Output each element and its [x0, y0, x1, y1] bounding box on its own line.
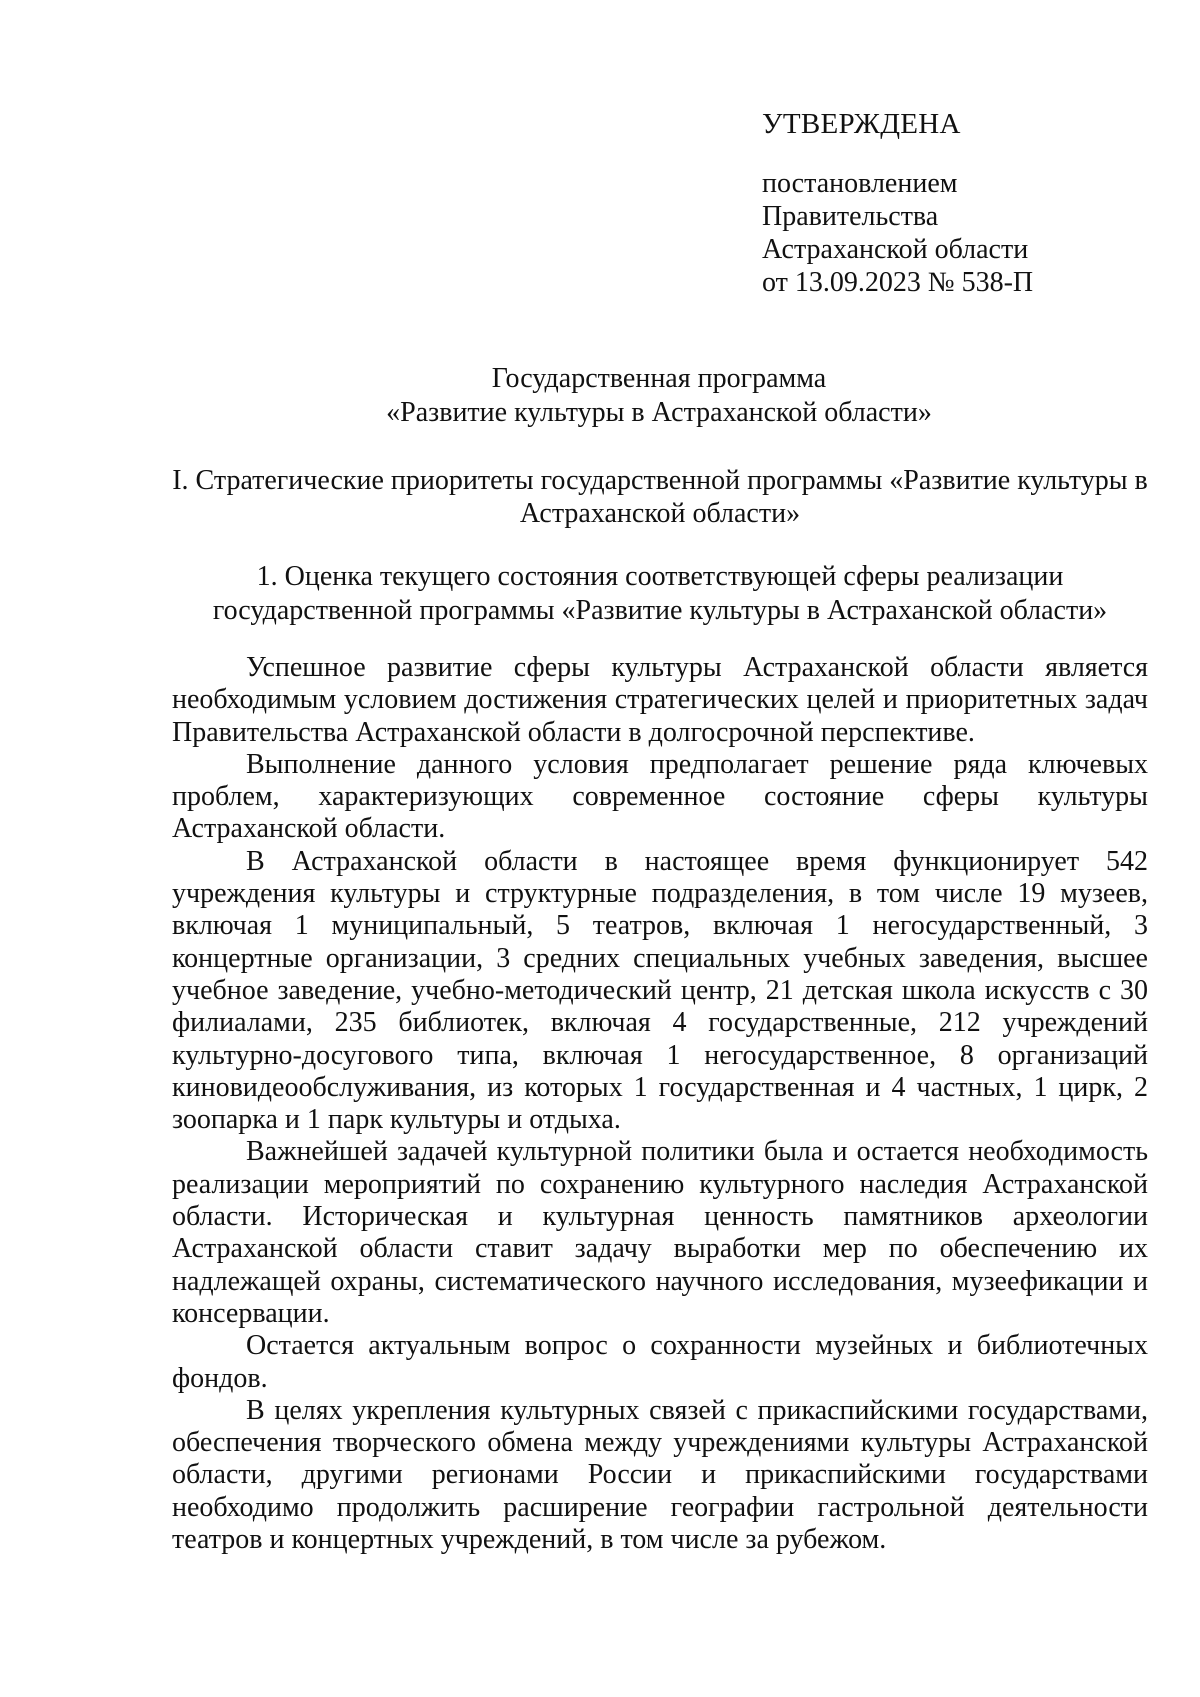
section-title: I. Стратегические приоритеты государственной программы «Развитие культуры в Астраханской области» — [172, 465, 1148, 529]
paragraph: В целях укрепления культурных связей с прикаспийскими государствами, обеспечения творческого обмена между учреждениями культуры Астраханской области, другими регионами России и прикаспийскими государствами необходимо продолжить расширение географии гастрольной деятельности театров и концертных учреждений, в том числе за рубежом. — [172, 1394, 1148, 1556]
approval-line-date-number: от 13.09.2023 № 538-П — [762, 267, 1034, 298]
subsection-title-line-2: государственной программы «Развитие культуры в Астраханской области» — [212, 595, 1108, 626]
approval-line-region: Астраханской области — [762, 234, 1029, 265]
program-title-line-1: Государственная программа — [491, 363, 827, 394]
subsection-title-line-1: 1. Оценка текущего состояния соответствующей сферы реализации — [256, 561, 1064, 592]
subsection-title — [160, 560, 1160, 628]
program-title-line-2: «Развитие культуры в Астраханской области» — [386, 397, 932, 428]
paragraph: В Астраханской области в настоящее время функционирует 542 учреждения культуры и структурные подразделения, в том числе 19 музеев, включая 1 муниципальный, 5 театров, включая 1 негосударственный, 3 концертные организации, 3 средних специальных учебных заведения, высшее учебное заведение, учебно-методический центр, 21 детская школа искусств с 30 филиалами, 235 библиотек, включая 4 государственные, 212 учреждений культурно-досугового типа, включая 1 негосударственное, 8 организаций киновидеообслуживания, из которых 1 государственная и 4 частных, 1 цирк, 2 зоопарка и 1 парк культуры и отдыха. — [172, 845, 1148, 1136]
program-title — [130, 362, 1188, 430]
paragraph: Остается актуальным вопрос о сохранности музейных и библиотечных фондов. — [172, 1330, 1148, 1394]
paragraph: Успешное развитие сферы культуры Астраханской области является необходимым условием достижения стратегических целей и приоритетных задач Правительства Астраханской области в долгосрочной перспективе. — [172, 652, 1148, 748]
approval-title: УТВЕРЖДЕНА — [762, 108, 961, 140]
approval-line-government: Правительства — [762, 201, 939, 232]
approval-block — [762, 108, 1162, 299]
paragraph: Важнейшей задачей культурной политики была и остается необходимость реализации мероприятий по сохранению культурного наследия Астраханской области. Историческая и культурная ценность памятников археологии Астраханской области ставит задачу выработки мер по обеспечению их надлежащей охраны, систематического научного исследования, музеефикации и консервации. — [172, 1136, 1148, 1329]
paragraph: Выполнение данного условия предполагает решение ряда ключевых проблем, характеризующих современное состояние сферы культуры Астраханской области. — [172, 748, 1148, 845]
document-body — [172, 652, 1148, 1556]
approval-line-decree: постановлением — [762, 168, 958, 199]
